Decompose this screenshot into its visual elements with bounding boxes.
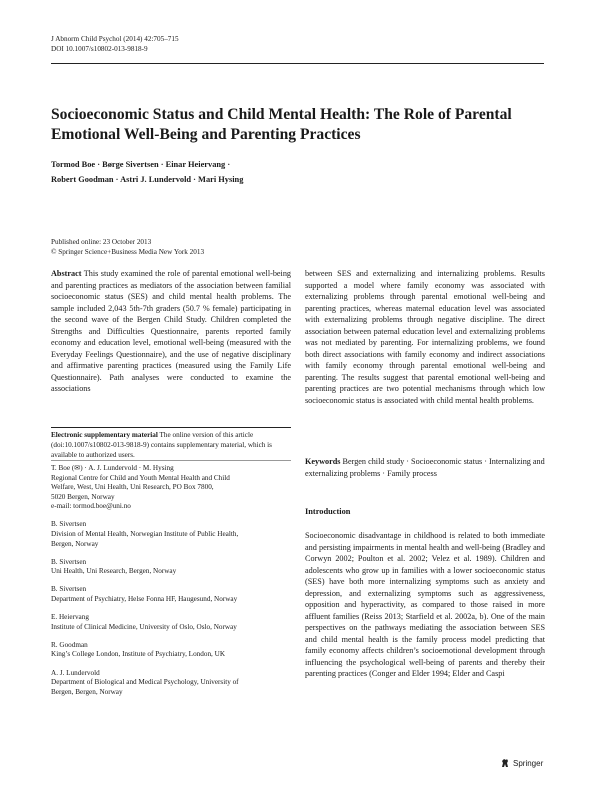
doi[interactable]: DOI 10.1007/s10802-013-9818-9 [51,45,148,53]
journal-header [51,34,179,54]
esm-label: Electronic supplementary material [51,431,158,439]
affiliation-block [51,669,291,698]
abstract-right: between SES and externalizing and internalizing problems. Results supported a model where family economy was associated with externalizing problems through parental emotional well-being and parenting practices, whereas maternal education level was associated with externalizing problems through negative discipline. The direct association between paternal education level and externalizing problems was not mediated by parenting. For internalizing problems, we found both direct associations with family economy and indirect associations with family economy through parental emotional well-being and parenting. The results suggest that parental emotional well-being and parenting practices are two potential mechanisms through which low socioeconomic status is associated with child mental health problems. [305,269,545,405]
affiliation-line: Department of Psychiatry, Helse Fonna HF, Haugesund, Norway [51,595,238,604]
affiliation-line: King’s College London, Institute of Psychiatry, London, UK [51,650,226,659]
affiliation-line: Bergen, Norway [51,539,99,548]
published-online: Published online: 23 October 2013 [51,238,152,246]
affiliation-line: B. Sivertsen [51,520,87,529]
affiliation-block [51,520,291,549]
affiliation-line: Department of Biological and Medical Psychology, University of [51,678,239,687]
keywords [305,456,545,479]
affiliation-block [51,585,291,604]
affiliation-line: Institute of Clinical Medicine, University of Oslo, Oslo, Norway [51,622,237,631]
author-list [51,157,471,187]
affiliations [51,464,291,706]
publication-info [51,237,204,257]
introduction-text: Socioeconomic disadvantage in childhood is related to both immediate and persisting impairments in mental health and well-being (Bradley and Corwyn 2002; Poulton et al. 2002; Velez et al. 1989). Children and adolescents who grow up in families with a lower socioeconomic status (SES) have both more internalizing symptoms such as anxiety and depression, and externalizing symptoms such as aggressiveness, opposition and hyperactivity, as compared to those raised in more affluent families (Reiss 2013; Starfield et al. 2002a, b). One of the main perspectives on the pathways mediating the association between SES and child mental health is the family process model predicting that family economy affects children’s socioemotional development through influencing the psychological well-being of parents and thereby their parenting practices (Conger and Elder 1994; Elder and Caspi [305,531,545,678]
section-heading-introduction: Introduction [305,507,351,516]
affiliation-line: Uni Health, Uni Research, Bergen, Norway [51,567,177,576]
author-line-1: Tormod Boe · Børge Sivertsen · Einar Heiervang · [51,160,231,169]
affiliation-line[interactable]: e-mail: tormod.boe@uni.no [51,502,131,511]
footnote-rule [51,427,291,428]
keywords-text: Bergen child study · Socioeconomic status · Internalizing and externalizing problems · Family process [305,457,545,478]
affiliation-line: B. Sivertsen [51,585,87,594]
affiliation-line: B. Sivertsen [51,557,87,566]
affiliation-line: 5020 Bergen, Norway [51,492,115,501]
affiliation-block [51,558,291,577]
article-title: Socioeconomic Status and Child Mental Health: The Role of Parental Emotional Well-Being and Parenting Practices [51,106,512,143]
author-line-2: Robert Goodman · Astri J. Lundervold · Mari Hysing [51,175,244,184]
publisher-logo [500,758,543,768]
affiliation-line: T. Boe (✉) · A. J. Lundervold · M. Hysing [51,464,174,472]
affiliation-line: Regional Centre for Child and Youth Mental Health and Child [51,473,230,482]
affiliation-line: A. J. Lundervold [51,668,100,677]
affiliation-line: Welfare, West, Uni Health, Uni Research, PO Box 7800, [51,483,214,492]
esm-text: The online version of this article (doi:10.1007/s10802-013-9818-9) contains supplementary material, which is available to authorized users. [51,431,272,459]
abstract-left [51,268,291,395]
affiliation-line: Bergen, Bergen, Norway [51,687,123,696]
esm-note [51,431,291,460]
affiliation-line: Division of Mental Health, Norwegian Institute of Public Health, [51,530,239,539]
copyright: © Springer Science+Business Media New York 2013 [51,248,205,256]
abstract-label: Abstract [51,269,82,278]
publisher-name: Springer [513,758,544,768]
springer-horse-icon [500,758,510,768]
abstract-text-left: This study examined the role of parental emotional well-being and parenting practices as mediators of the association between familial socioeconomic status (SES) and child mental health problems. The sample included 2,043 5th-7th graders (50.7 % female) participating in the second wave of the Bergen Child Study. Children completed the Strengths and Difficulties Questionnaire, parents reported family economy and education level, emotional well-being (measured with the Everyday Feelings Questionnaire), and the use of negative disciplinary and affirmative parenting practices (measured using the Family Life Questionnaire). Path analyses were conducted to examine the associations [51,269,292,393]
affiliation-line: R. Goodman [51,640,88,649]
affiliation-line: E. Heiervang [51,613,89,622]
affiliation-block [51,613,291,632]
affiliation-block [51,641,291,660]
journal-citation: J Abnorm Child Psychol (2014) 42:705–715 [51,35,179,43]
affiliation-rule [51,460,291,461]
header-rule [51,63,544,64]
keywords-label: Keywords [305,457,341,466]
affiliation-block [51,464,291,512]
